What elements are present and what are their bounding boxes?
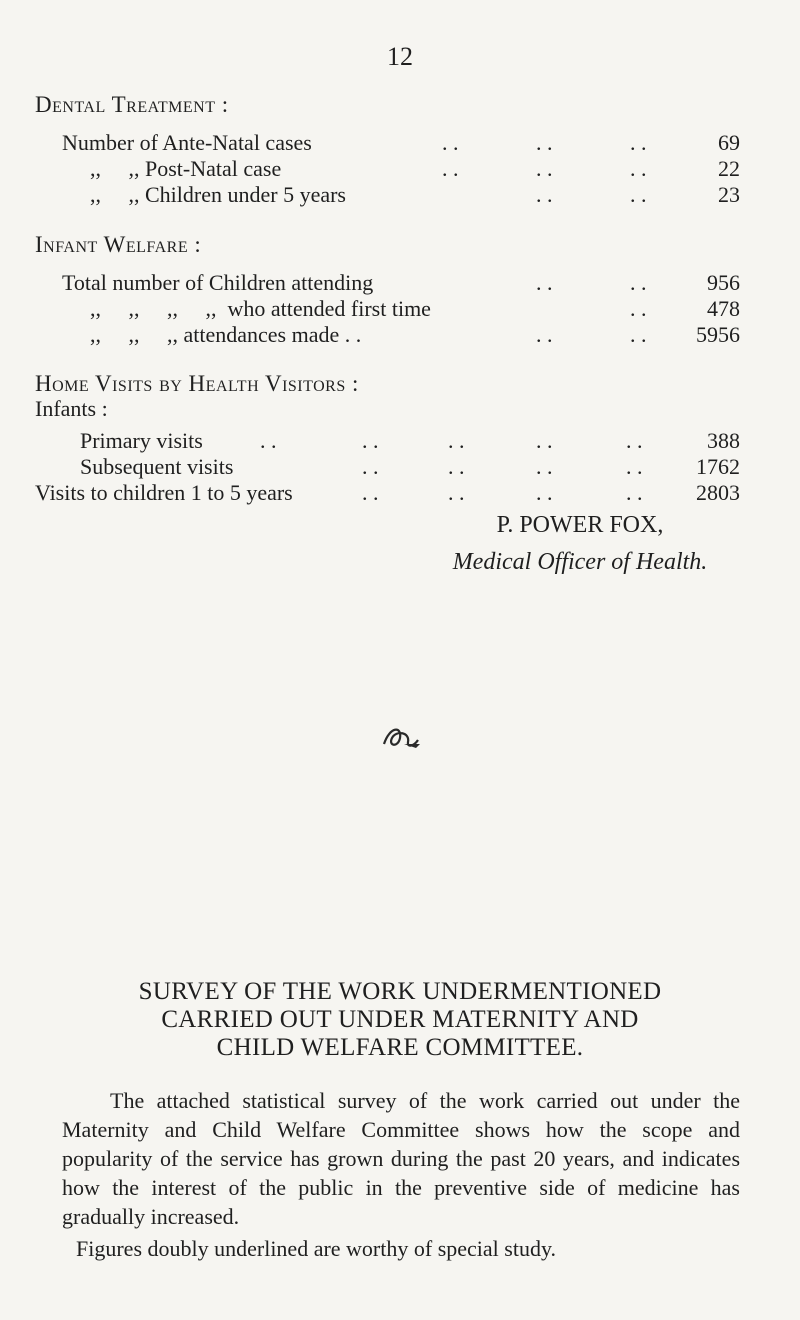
survey-title-line: CHILD WELFARE COMMITTEE. (216, 1034, 584, 1061)
row-value: 5956 (696, 322, 740, 347)
row-label: Subsequent visits (80, 454, 234, 479)
row-value: 478 (707, 296, 740, 321)
leader-dots: . . (362, 428, 379, 453)
leader-dots: . . (536, 322, 553, 347)
leader-dots: . . (630, 322, 647, 347)
dental-row (90, 180, 740, 210)
infant-row (90, 320, 740, 350)
survey-title-line: CARRIED OUT UNDER MATERNITY AND (161, 1006, 639, 1033)
infants-subheading: Infants : (35, 396, 108, 421)
leader-dots: . . (448, 480, 465, 505)
leader-dots: . . (630, 270, 647, 295)
row-value: 2803 (696, 480, 740, 505)
row-label: ,, ,, Post-Natal case (90, 156, 282, 181)
leader-dots: . . (442, 130, 459, 155)
signature-title: Medical Officer of Health. (452, 549, 708, 575)
survey-note: Figures doubly underlined are worthy of special study. (76, 1236, 557, 1261)
leader-dots: . . (630, 130, 647, 155)
row-value: 956 (707, 270, 740, 295)
leader-dots: . . (362, 454, 379, 479)
survey-paragraph: The attached statistical survey of the work carried out under the Maternity and Child Welfare Committee shows how the scope and popularity of the service has grown during the past 20 years, and indicates how the interest of the public in the preventive side of medicine has gradually increased. (62, 1088, 740, 1229)
leader-dots: . . (536, 156, 553, 181)
row-label: Number of Ante-Natal cases (62, 130, 312, 155)
leader-dots: . . (626, 454, 643, 479)
row-value: 388 (707, 428, 740, 453)
leader-dots: . . (536, 130, 553, 155)
leader-dots: . . (536, 182, 553, 207)
leader-dots: . . (536, 454, 553, 479)
home-visits-heading: Home Visits by Health Visitors : (35, 371, 359, 396)
leader-dots: . . (630, 296, 647, 321)
leader-dots: . . (260, 428, 277, 453)
row-label: ,, ,, Children under 5 years (90, 182, 346, 207)
row-label: ,, ,, ,, ,, who attended first time (90, 296, 431, 321)
signature-name: P. POWER FOX, (496, 512, 664, 538)
leader-dots: . . (448, 454, 465, 479)
row-label: Total number of Children attending (62, 270, 374, 295)
row-label: ,, ,, ,, attendances made . . (90, 322, 362, 347)
row-value: 22 (718, 156, 740, 181)
row-value: 1762 (696, 454, 740, 479)
leader-dots: . . (448, 428, 465, 453)
leader-dots: . . (630, 156, 647, 181)
survey-title-line: SURVEY OF THE WORK UNDERMENTIONED (138, 978, 662, 1005)
survey-title (0, 978, 800, 1062)
leader-dots: . . (630, 182, 647, 207)
page-number: 12 (387, 42, 413, 71)
leader-dots: . . (362, 480, 379, 505)
infant-heading: Infant Welfare : (35, 232, 202, 257)
row-label: Primary visits (80, 428, 203, 453)
leader-dots: . . (442, 156, 459, 181)
leader-dots: . . (536, 480, 553, 505)
row-label: Visits to children 1 to 5 years (35, 480, 293, 505)
leader-dots: . . (536, 428, 553, 453)
leader-dots: . . (536, 270, 553, 295)
dental-heading: Dental Treatment : (35, 92, 229, 117)
home-visits-row (35, 478, 740, 508)
printers-ornament-icon (380, 722, 424, 760)
row-value: 23 (718, 182, 740, 207)
leader-dots: . . (626, 480, 643, 505)
row-value: 69 (718, 130, 740, 155)
leader-dots: . . (626, 428, 643, 453)
